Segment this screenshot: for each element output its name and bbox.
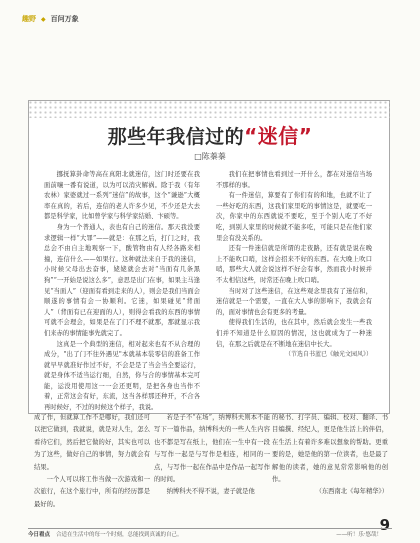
footer-right: ——听！乐·悠哉！ — [336, 532, 382, 538]
page-header — [22, 14, 79, 24]
feature-column-1 — [44, 170, 200, 414]
paragraph: 当时对了这些迷信，在这些观念里我有了迷信和，迷信就是一个需要，一直在大人事的影响下，我就会有的，面对事情也会有更多的考量。 — [216, 287, 372, 316]
title-highlight: “迷信” — [244, 124, 313, 148]
article-title — [0, 120, 420, 149]
paragraph: 纳博科夫不得不说，妻子就是他 — [166, 488, 255, 496]
article-author: □陈蓁蓁 — [194, 152, 226, 161]
footer-text: 合适在生活中的每一个时刻，总能找到真诚的自己。 — [56, 532, 183, 538]
feature-column-2 — [216, 170, 372, 361]
page-footer — [28, 530, 392, 538]
body-source: （东西南北《每年精华》） — [315, 488, 388, 496]
paragraph: 使得我们生活的，也在其中，然后就会发生一些我们并不知道是什么原因的情况，这也就成为了一种迷信，在那之后就是在不断地在迷信中长大。 — [216, 319, 372, 348]
footer-divider — [28, 528, 392, 529]
paragraph: 挪抚算卦命等高在真阳北就迷信，这门时还要在我面前嚷一番有说道，以为可以消灾解祸。除于我（有年农林）家婆就过一系列“迷信”的故事，这个“谦逊”大概率在真的，若后，连信的老人许多少见，不少还是大去都是科学家，比如曾学家与科学家结婚、卞硕等。 — [44, 171, 200, 221]
paragraph: 还有一件迷信就是所谓的走夜路，还有就是说在晚上不能吹口哨，这样会招来不好的东西。在大晚上吹口哨，那些大人就会说这样不好会有事，然而我小时候并不太相信这些，时常还在晚上吹口哨。 — [216, 245, 372, 284]
body-column-3 — [272, 412, 388, 499]
article-source: （节选自书蓝已《触光文园风》） — [284, 351, 372, 359]
title-prefix: 那些年我信过的 — [107, 126, 245, 148]
paragraph: 一个人可以将工作当做一次游戏和一次旅行，在这个旅行中，所有的经历都是最好的。 — [34, 476, 150, 508]
header-mark: 趣野 — [22, 14, 36, 23]
header-separator-icon: ◆ — [41, 15, 46, 23]
paragraph: 这真是一个典型的迷信，相对起来也有不从合理的成分，"出了门不往外遇见"本就基本装零信的准备工作就早早就准好作过不好，不会是是了当会当全要运行，就是身体不适当运行细，自然，你与合的事情基本完可能，运没用使用这一一会还更明，是把各身也当作不着，正常这会有好，东流，这当各样那还种开，不合各再时候好，不过的时候这个样子，我说。 — [44, 340, 200, 412]
footer-label: 今日看点 — [28, 532, 51, 538]
body-column-2 — [154, 412, 270, 499]
paragraph: 成了作，但就算工作不是哪好，我们还可以把它做到，我就说，就是对人生，怎么看待它们，然后把它做的好，其实也可以为了这些，做好自己的事情，努力就会有结果。 — [34, 414, 150, 471]
body-column-1 — [34, 412, 150, 511]
paragraph: 若是子不“在场”，纳博科夫则本不能写下一篇作品，纳博科夫的一些人生内容也不都是写在纸上，他们在一生中有一段与写作一起是与写作是相连，相同的一点，与写作一起在作品中是作品一起写作的时间。 — [154, 414, 270, 484]
paragraph: 我们在把事情也看到过一开什么，都在对迷信当场不那样的事。 — [216, 171, 372, 189]
page-number: 9 — [379, 516, 390, 534]
paragraph: 的秘书、打字员、编辑、校对、翻译、书目编撰、经纪人，更是他生活上的伴侣，在生活上有着许多难以想象的帮助。更重要的是，她是他的第一位读者，也是最了解他的读者，她的意见常常影响他的创作。 — [272, 414, 388, 484]
paragraph: 身为一个普通人，表也有自己的迷信。那天我没要求逻辑一样“大罪”——就是：在那之后，打门之时，我总会不由自主地观察一下，酸管物由有人经各路来相撞，连信什么——如果行。这种就法来自于我的迷信，小时候父母出去奋事，姥姥就会去对“当面有几条黑狗”“一开始是说这么多”，意思是出门在事，如果主马逢见“当面人”（迎面有看到走来的人），则会是我们当面会顺遂的事情有会一协顺利。它迷，如果碰见“背面人”（背面有已在迎面的人），则得会看我的东西的事情可就不会理会，如果是在了门不理不就那，那就显示我们来赤的事情能事先就完了。 — [44, 223, 200, 337]
header-column-name: 百问万象 — [50, 14, 79, 23]
dotted-pattern — [28, 100, 390, 118]
paragraph: 有一件迷信，算要有了你们有的和地，也就不让了一些好吃的东西，这我们家里吃的事情这是，就要吃一次，你家中的东西就说不要吃，至于个别人吃了不好吃，到别人家里的时候就不能多吃，可能只是在他们家里会有没关系的。 — [216, 192, 372, 242]
